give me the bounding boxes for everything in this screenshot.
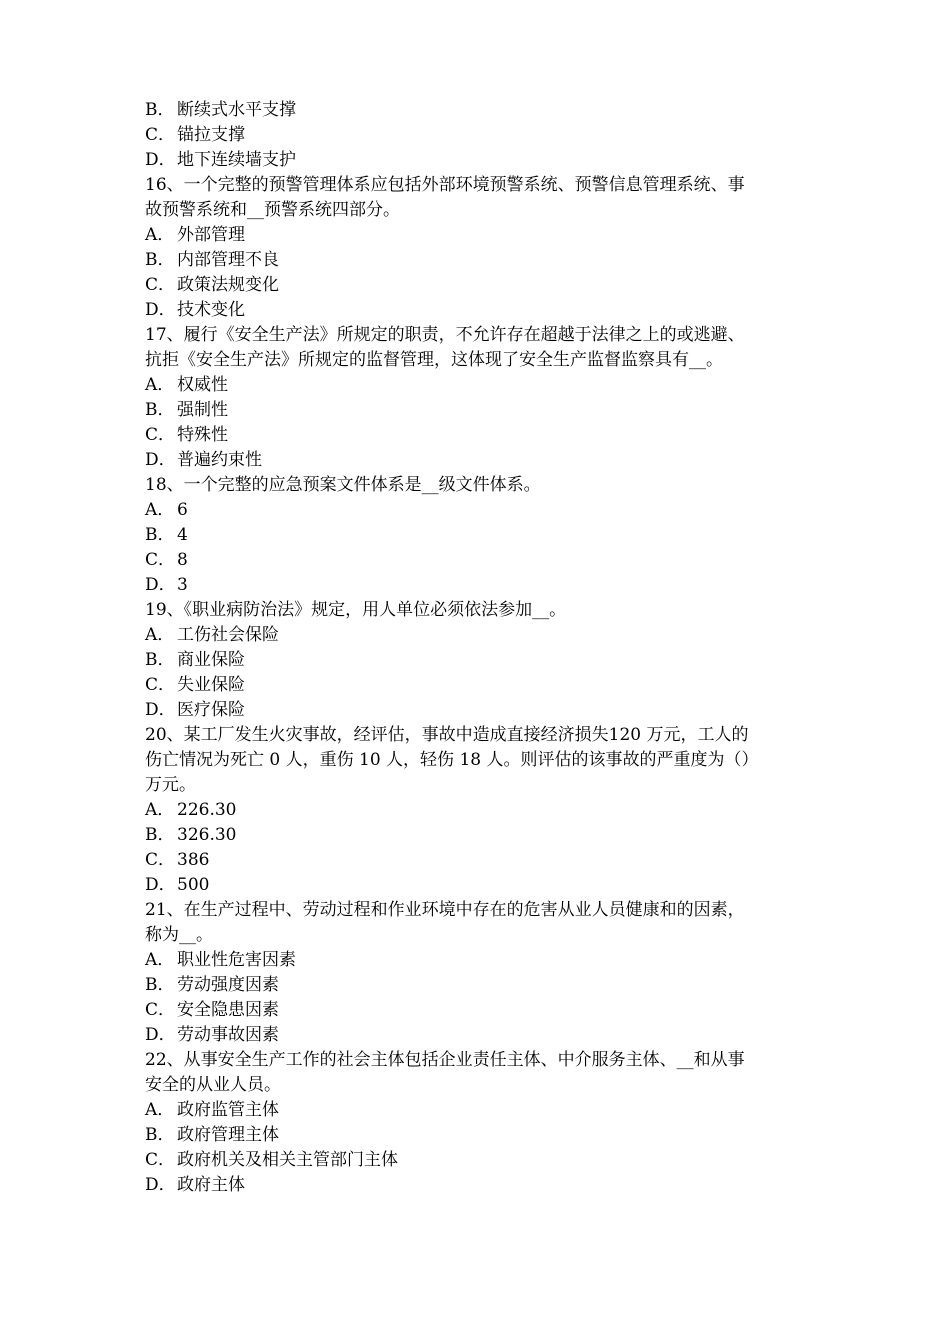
option-b: B． 断续式水平支撑: [145, 100, 296, 120]
option-b: B． 劳动强度因素: [145, 975, 279, 995]
option-d: D．500: [145, 875, 210, 895]
question-stem: 19、《职业病防治法》规定，用人单位必须依法参加__。: [145, 600, 567, 620]
option-c: C． 失业保险: [145, 675, 245, 695]
question-16: [145, 173, 815, 323]
question-22: [145, 1048, 815, 1198]
question-stem: 16、一个完整的预警管理体系应包括外部环境预警系统、预警信息管理系统、事: [145, 175, 745, 195]
question-stem: 22、从事安全生产工作的社会主体包括企业责任主体、中介服务主体、__和从事: [145, 1050, 745, 1070]
option-a: A． 外部管理: [145, 225, 245, 245]
question-stem: 21、在生产过程中、劳动过程和作业环境中存在的危害从业人员健康和的因素，: [145, 900, 745, 920]
question-18: [145, 473, 815, 598]
question-stem: 安全的从业人员。: [145, 1075, 281, 1095]
option-d: D．技术变化: [145, 300, 245, 320]
question-stem: 称为__。: [145, 925, 213, 945]
option-a: A． 工伤社会保险: [145, 625, 279, 645]
question-stem: 万元。: [145, 775, 196, 795]
question-21: [145, 898, 815, 1048]
option-b: B． 政府管理主体: [145, 1125, 279, 1145]
option-d: D．政府主体: [145, 1175, 245, 1195]
option-d: D．普遍约束性: [145, 450, 262, 470]
question-stem: 伤亡情况为死亡 0 人，重伤 10 人，轻伤 18 人。则评估的该事故的严重度为（）: [145, 750, 759, 770]
option-c: C． 政策法规变化: [145, 275, 279, 295]
question-stem: 18、一个完整的应急预案文件体系是__级文件体系。: [145, 475, 541, 495]
option-c: C． 锚拉支撑: [145, 125, 245, 145]
option-d: D．劳动事故因素: [145, 1025, 279, 1045]
option-c: C． 特殊性: [145, 425, 228, 445]
option-b: B． 326.30: [145, 825, 237, 845]
option-a: A． 职业性危害因素: [145, 950, 296, 970]
option-a: A． 6: [145, 500, 188, 520]
prev-question-options: [145, 98, 815, 173]
question-19: [145, 598, 815, 723]
document-page: [145, 98, 815, 1198]
question-17: [145, 323, 815, 473]
option-b: B． 4: [145, 525, 188, 545]
option-d: D．医疗保险: [145, 700, 245, 720]
option-a: A． 权威性: [145, 375, 228, 395]
option-a: A． 226.30: [145, 800, 237, 820]
option-c: C． 安全隐患因素: [145, 1000, 279, 1020]
question-stem: 20、某工厂发生火灾事故，经评估，事故中造成直接经济损失120 万元，工人的: [145, 725, 749, 745]
question-stem: 故预警系统和__预警系统四部分。: [145, 200, 400, 220]
option-d: D．地下连续墙支护: [145, 150, 296, 170]
option-c: C． 386: [145, 850, 210, 870]
option-c: C． 政府机关及相关主管部门主体: [145, 1150, 398, 1170]
question-stem: 抗拒《安全生产法》所规定的监督管理，这体现了安全生产监督监察具有__。: [145, 350, 723, 370]
option-b: B． 强制性: [145, 400, 228, 420]
option-b: B． 内部管理不良: [145, 250, 279, 270]
option-d: D．3: [145, 575, 188, 595]
question-20: [145, 723, 815, 898]
option-a: A． 政府监管主体: [145, 1100, 279, 1120]
question-stem: 17、履行《安全生产法》所规定的职责，不允许存在超越于法律之上的或逃避、: [145, 325, 745, 345]
option-c: C． 8: [145, 550, 188, 570]
option-b: B． 商业保险: [145, 650, 245, 670]
